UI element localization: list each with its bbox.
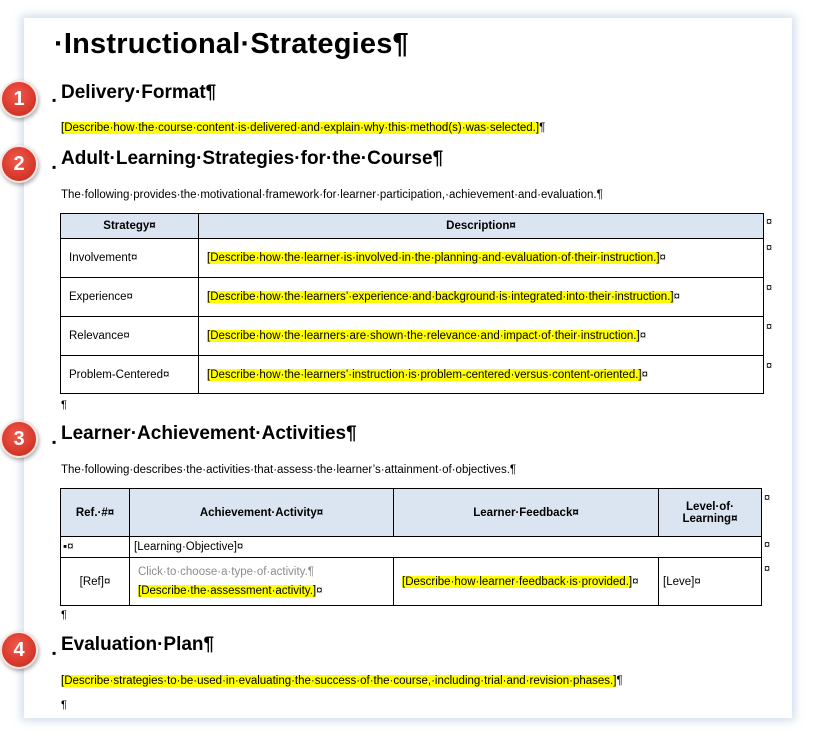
strategy-table [60,213,764,394]
feedback-header: Learner·Feedback¤ [394,489,659,537]
document-page [24,18,792,718]
row-end-mark: ¤ [764,563,771,575]
strategy-cell[interactable]: Relevance¤ [61,317,199,356]
ref-cell[interactable]: [Ref]¤ [61,558,130,606]
activity-type-dropdown[interactable]: Click·to·choose·a·type·of·activity.¶ [138,565,314,578]
cell-mark: ¤ [639,330,647,342]
row-end-mark: ¤ [766,321,773,333]
level-header-line1: Level·of· [686,500,734,513]
delivery-text[interactable] [61,122,545,134]
feedback-placeholder[interactable]: [Describe·how·learner·feedback·is·provided.] [402,575,633,588]
heading-bullet: ▪ [52,435,57,449]
delivery-placeholder[interactable]: [Describe·how·the·course·content·is·delivered·and·explain·why·this·method(s)·was·selected.] [61,122,540,134]
section-heading-achievement: Learner·Achievement·Activities¶ [61,423,357,444]
row-end-mark: ¤ [766,282,773,294]
description-cell[interactable] [199,356,764,394]
description-header: Description¤ [199,214,764,239]
description-cell[interactable] [199,278,764,317]
ref-header: Ref.·#¤ [61,489,130,537]
cell-mark: ¤ [673,291,681,303]
cell-mark: ¤ [316,584,323,597]
description-placeholder[interactable]: [Describe·how·the·learners’·experience·and·background·is·integrated·into·their·instruction.] [207,291,674,303]
description-cell[interactable] [199,239,764,278]
heading-bullet: ▪ [52,160,57,174]
description-placeholder[interactable]: [Describe·how·the·learner·is·involved·in·the·planning·and·evaluation·of·their·instruction.] [207,252,660,264]
callout-badge-2: 2 [0,145,38,183]
objective-ref-cell[interactable]: ▪¤ [61,537,130,558]
adult-learning-intro: The·following·provides·the·motivational·framework·for·learner·participation,·achievement·and·evaluation.¶ [61,189,603,201]
description-placeholder[interactable]: [Describe·how·the·learners·are·shown·the·relevance·and·impact·of·their·instruction.] [207,330,640,342]
section-heading-evaluation: Evaluation·Plan¶ [61,634,215,655]
page-title: ·Instructional·Strategies¶ [54,28,409,60]
row-end-mark: ¤ [764,492,771,504]
cell-mark: ¤ [632,575,639,588]
section-heading-adult-learning: Adult·Learning·Strategies·for·the·Course¶ [61,148,444,169]
row-end-mark: ¤ [766,360,773,372]
row-end-mark: ¤ [764,539,771,551]
row-end-mark: ¤ [766,216,773,228]
achievement-intro: The·following·describes·the·activities·that·assess·the·learner’s·attainment·of·objectives.¶ [61,464,517,476]
activity-header: Achievement·Activity¤ [130,489,394,537]
callout-badge-3: 3 [0,420,38,458]
heading-bullet: ▪ [52,93,57,107]
evaluation-placeholder[interactable]: [Describe·strategies·to·be·used·in·evaluating·the·success·of·the·course,·including·trial·and·revision·phases.] [61,675,617,687]
heading-bullet: ▪ [52,646,57,660]
learning-objective-cell[interactable]: [Learning·Objective]¤ [130,537,762,558]
para-mark: ¶ [616,675,623,687]
level-cell[interactable]: [Leve]¤ [659,558,762,606]
strategy-cell[interactable]: Experience¤ [61,278,199,317]
para-mark: ¶ [61,609,67,621]
strategy-cell[interactable]: Involvement¤ [61,239,199,278]
level-header [659,489,762,537]
para-mark: ¶ [61,699,67,711]
strategy-cell[interactable]: Problem-Centered¤ [61,356,199,394]
row-end-mark: ¤ [766,242,773,254]
level-header-line2: Learning¤ [682,512,738,525]
callout-badge-4: 4 [0,631,38,669]
activity-cell[interactable] [130,558,394,606]
description-placeholder[interactable]: [Describe·how·the·learners’·instruction·is·problem-centered·versus·content-oriented.] [207,368,642,381]
cell-mark: ¤ [659,252,666,264]
section-heading-delivery: Delivery·Format¶ [61,82,217,103]
cell-mark: ¤ [641,368,649,381]
para-mark: ¶ [61,399,67,411]
activity-table [60,488,762,606]
callout-badge-1: 1 [0,80,38,118]
para-mark: ¶ [539,122,546,134]
evaluation-text[interactable] [61,675,623,687]
feedback-cell[interactable] [394,558,659,606]
strategy-header: Strategy¤ [61,214,199,239]
assessment-placeholder[interactable]: [Describe·the·assessment·activity.] [138,584,317,597]
description-cell[interactable] [199,317,764,356]
